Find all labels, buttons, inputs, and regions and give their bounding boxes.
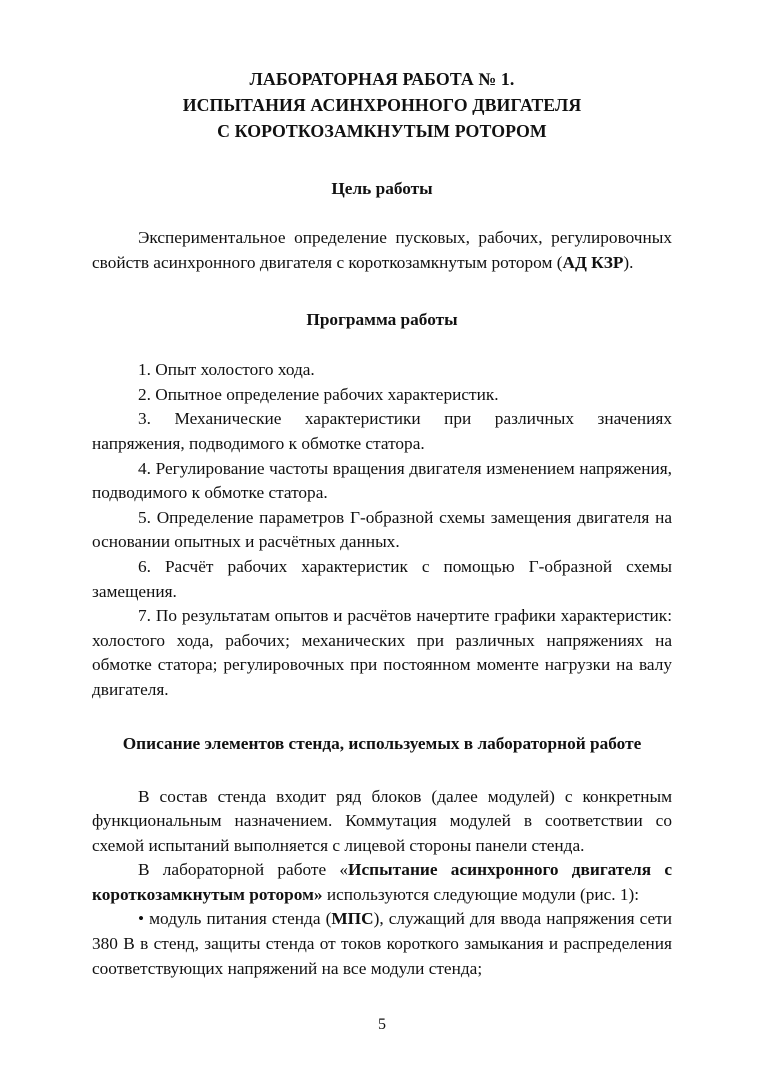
- program-item: 2. Опытное определение рабочих характеристик.: [138, 384, 499, 404]
- program-item: 4. Регулирование частоты вращения двигателя изменением напряжения, подводимого к обмотке статора.: [92, 458, 672, 503]
- goal-heading: Цель работы: [331, 179, 433, 198]
- description-paragraph-1: В состав стенда входит ряд блоков (далее модулей) с конкретным функциональным назначением. Коммутация модулей в соответствии со схемой испытаний выполняется с лицевой стороны панели стенда.: [92, 786, 672, 855]
- bullet1-after: ), служащий для ввода напряжения сети 380 В в стенд, защиты стенда от токов короткого замыкания и распределения соответствующих напряжений на все модули стенда;: [92, 909, 672, 978]
- program-item: 6. Расчёт рабочих характеристик с помощью Г-образной схемы замещения.: [92, 556, 672, 601]
- bullet1-abbr: МПС: [331, 909, 374, 929]
- bullet1-before: • модуль питания стенда (: [138, 909, 332, 929]
- program-heading: Программа работы: [306, 310, 458, 330]
- goal-text: [92, 226, 672, 275]
- goal-text-abbr: АД КЗР: [562, 252, 624, 272]
- module-bullet-mps: [92, 907, 672, 981]
- document-title: [92, 66, 672, 144]
- page-number: 5: [378, 1016, 386, 1033]
- goal-text-after: ).: [623, 252, 634, 272]
- goal-text-before: Экспериментальное определение пусковых, рабочих, регулировочных свойств асинхронного двигателя с короткозамкнутым ротором (: [92, 228, 672, 272]
- para2-work-name: Испытание асинхронного двигателя с короткозамкнутым ротором»: [92, 860, 673, 904]
- program-item: 3. Механические характеристики при различных значениях напряжения, подводимого к обмотке статора.: [92, 409, 672, 453]
- program-list: [92, 358, 672, 702]
- program-item: 1. Опыт холостого хода.: [138, 360, 315, 380]
- description-heading: Описание элементов стенда, используемых в лабораторной работе: [122, 733, 642, 753]
- title-line-3: С КОРОТКОЗАМКНУТЫМ РОТОРОМ: [217, 121, 547, 141]
- title-line-2: ИСПЫТАНИЯ АСИНХРОННОГО ДВИГАТЕЛЯ: [182, 95, 582, 115]
- para2-after: используются следующие модули (рис. 1):: [322, 884, 640, 904]
- description-paragraph-2: [92, 858, 672, 907]
- para2-before: В лабораторной работе «: [138, 860, 349, 880]
- program-item: 5. Определение параметров Г-образной схемы замещения двигателя на основании опытных и расчётных данных.: [92, 507, 672, 552]
- title-line-1: ЛАБОРАТОРНАЯ РАБОТА № 1.: [249, 69, 515, 89]
- program-item: 7. По результатам опытов и расчётов начертите графики характеристик: холостого хода, рабочих; механических при различных напряжениях на обмотке статора; регулировочных при постоянном моменте нагрузки на валу двигателя.: [92, 606, 672, 699]
- page-content: [92, 66, 672, 981]
